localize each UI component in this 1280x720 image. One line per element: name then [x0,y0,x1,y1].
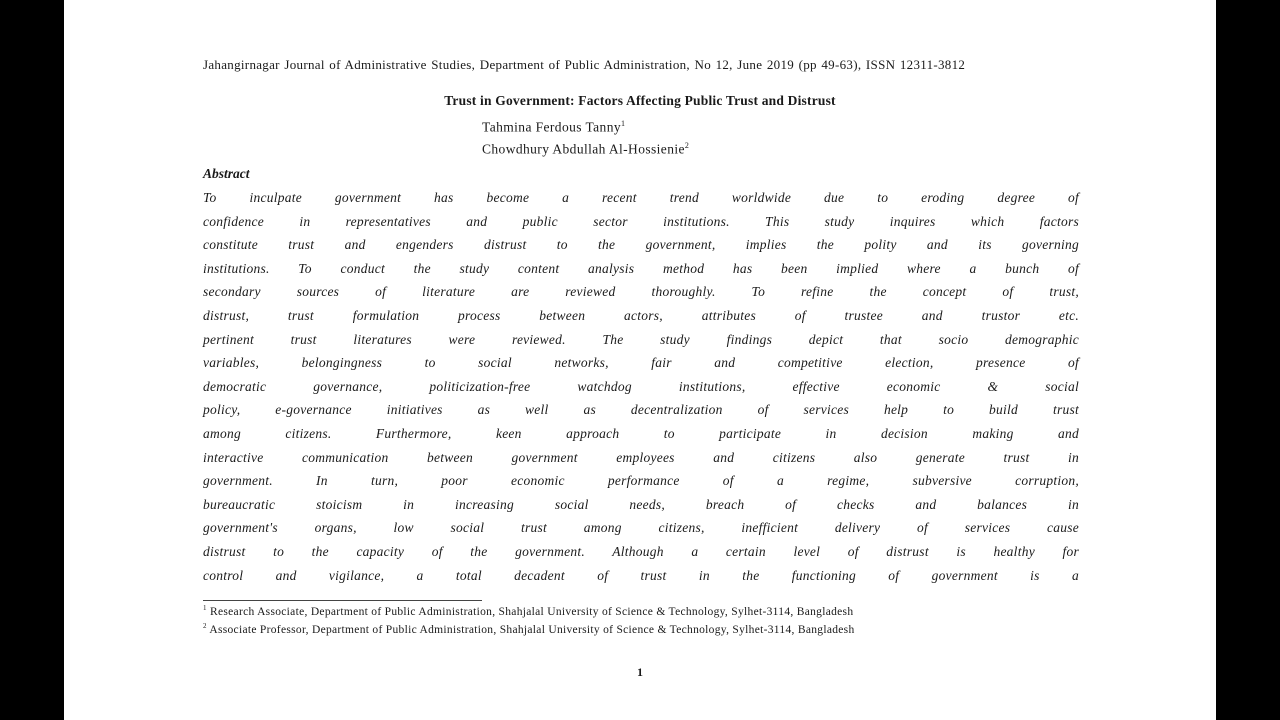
abstract-line: democratic governance, politicization-free watchdog institutions, effective economic & social [203,378,1079,394]
footnote-2-mark: 2 [203,622,207,631]
abstract-line: secondary sources of literature are reviewed thoroughly. To refine the concept of trust, [203,284,1079,300]
footnote-divider [203,600,482,601]
abstract-line: institutions. To conduct the study content analysis method has been implied where a bunch of [203,260,1079,276]
footnotes [203,603,1079,640]
abstract-line: policy, e-governance initiatives as well as decentralization of services help to build trust [203,402,1079,418]
author-2 [482,137,689,159]
document-page [64,0,1216,720]
abstract-line: bureaucratic stoicism in increasing social needs, breach of checks and balances in [203,496,1079,512]
footnote-2-text: Associate Professor, Department of Public Administration, Shahjalal University of Science & Technology, Sylhet-3114, Bangladesh [206,624,855,637]
page-number: 1 [637,665,643,679]
journal-header: Jahangirnagar Journal of Administrative Studies, Department of Public Administration, No 12, June 2019 (pp 49-63), ISSN 12311-3812 [203,57,966,72]
abstract-line: To inculpate government has become a recent trend worldwide due to eroding degree of [203,190,1079,205]
author-1-name: Tahmina Ferdous Tanny [482,119,621,135]
paper-title: Trust in Government: Factors Affecting Public Trust and Distrust [444,93,836,108]
footnote-2 [203,621,1079,636]
author-list [482,115,689,158]
abstract-heading: Abstract [203,166,250,181]
abstract-line: distrust, trust formulation process between actors, attributes of trustee and trustor etc. [203,307,1079,323]
abstract-line: government. In turn, poor economic performance of a regime, subversive corruption, [203,473,1079,489]
abstract-line: confidence in representatives and public sector institutions. This study inquires which factors [203,213,1079,229]
author-2-name: Chowdhury Abdullah Al-Hossienie [482,141,685,156]
abstract-line: constitute trust and engenders distrust to the government, implies the polity and its governing [203,237,1079,253]
abstract-line: control and vigilance, a total decadent of trust in the functioning of government is a [203,567,1079,583]
abstract-line: variables, belongingness to social networks, fair and competitive election, presence of [203,355,1079,371]
abstract-line: government's organs, low social trust among citizens, inefficient delivery of services cause [203,520,1079,536]
author-2-footnote-mark: 2 [684,140,690,150]
author-1-footnote-mark: 1 [621,119,626,128]
abstract-body [203,188,1079,589]
footnote-1-text: Research Associate, Department of Public Administration, Shahjalal University of Science & Technology, Sylhet-3114, Bangladesh [206,605,854,618]
abstract-line: interactive communication between government employees and citizens also generate trust in [203,449,1079,465]
abstract-line: among citizens. Furthermore, keen approach to participate in decision making and [203,425,1079,441]
abstract-line: distrust to the capacity of the government. Although a certain level of distrust is healthy for [203,543,1079,559]
footnote-1-mark: 1 [203,604,207,612]
footnote-1 [203,603,1079,618]
abstract-line: pertinent trust literatures were reviewed. The study findings depict that socio demographic [203,331,1079,347]
author-1 [482,115,689,137]
